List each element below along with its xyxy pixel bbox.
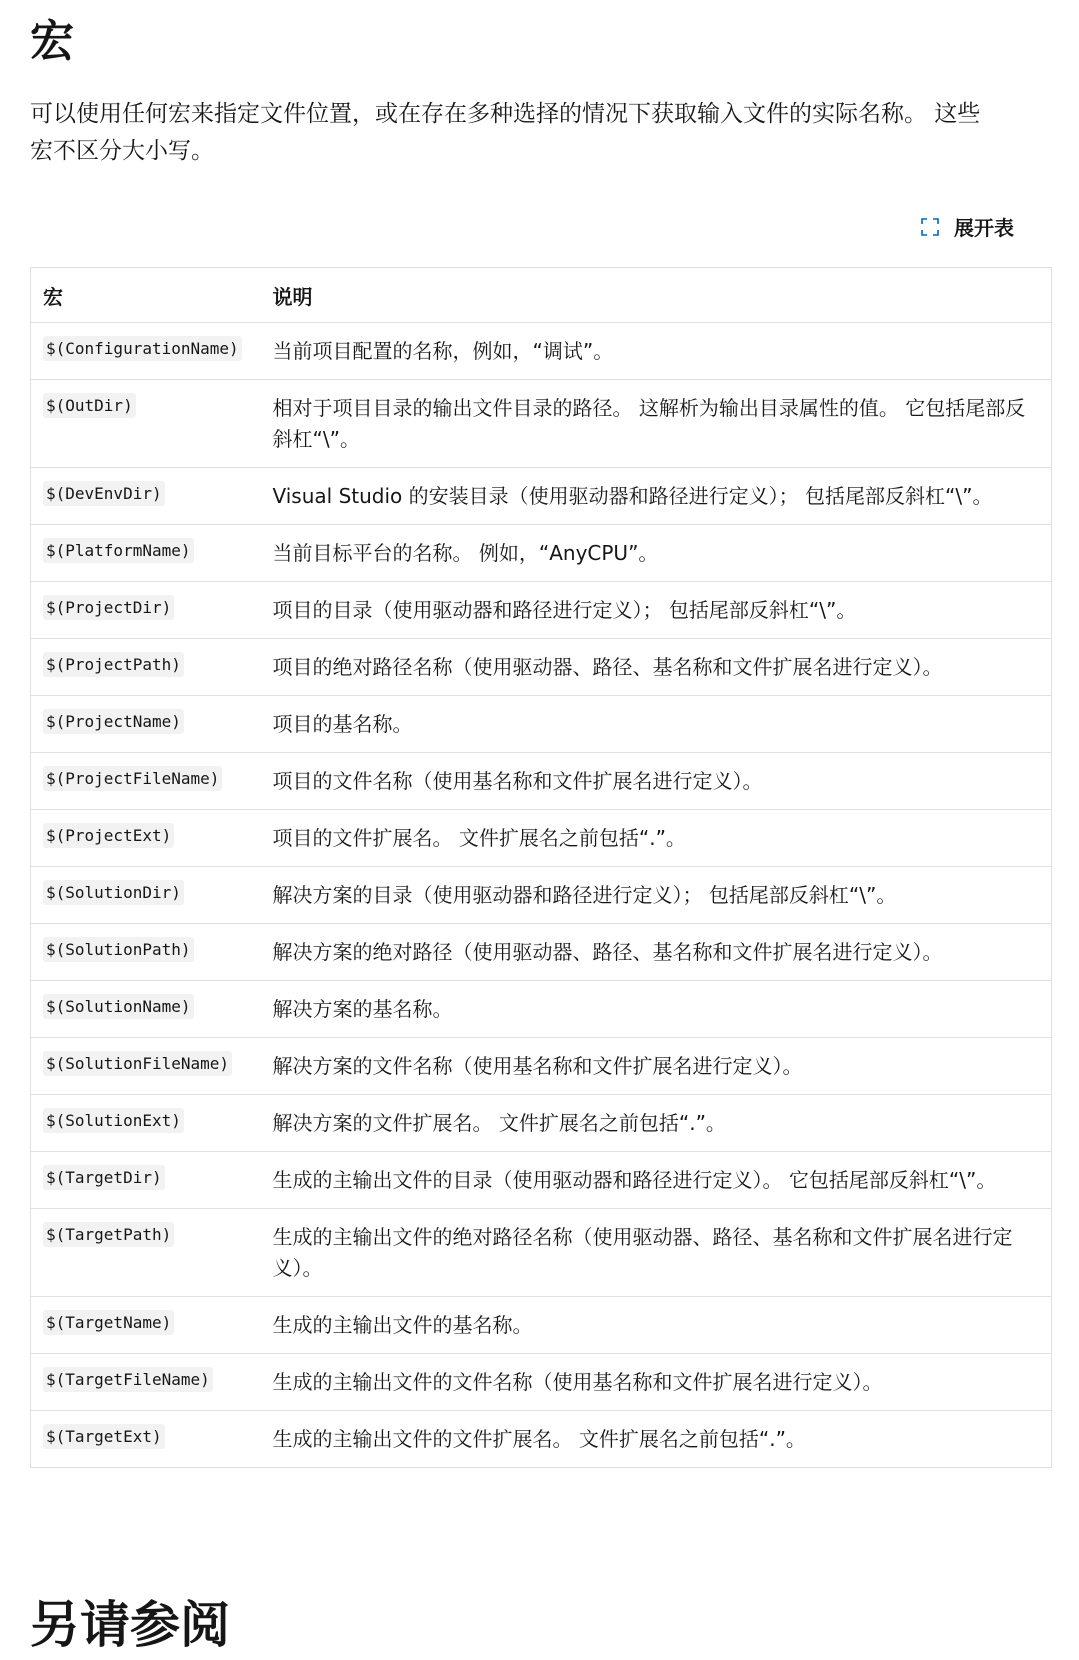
macro-description: 相对于项目目录的输出文件目录的路径。 这解析为输出目录属性的值。 它包括尾部反斜杠“\”。 [261,380,1052,468]
macro-cell [31,323,261,380]
macro-cell [31,810,261,867]
table-row [31,981,1052,1038]
macro-cell [31,867,261,924]
macro-cell [31,924,261,981]
header-macro: 宏 [31,268,261,323]
table-row [31,525,1052,582]
macro-description: 项目的绝对路径名称（使用驱动器、路径、基名称和文件扩展名进行定义）。 [261,639,1052,696]
macro-cell [31,1152,261,1209]
macro-code: $(PlatformName) [43,538,194,563]
macro-cell [31,468,261,525]
macro-cell [31,1095,261,1152]
macro-description: 解决方案的文件名称（使用基名称和文件扩展名进行定义）。 [261,1038,1052,1095]
intro-paragraph: 可以使用任何宏来指定文件位置，或在存在多种选择的情况下获取输入文件的实际名称。 这些宏不区分大小写。 [30,101,981,164]
table-row [31,753,1052,810]
macro-description: 当前目标平台的名称。 例如，“AnyCPU”。 [261,525,1052,582]
macro-code: $(ProjectExt) [43,823,174,848]
macro-code: $(SolutionPath) [43,937,194,962]
macro-cell [31,753,261,810]
macro-code: $(OutDir) [43,393,136,418]
macro-description: 生成的主输出文件的基名称。 [261,1297,1052,1354]
macro-description: 生成的主输出文件的文件扩展名。 文件扩展名之前包括“.”。 [261,1411,1052,1468]
macro-code: $(TargetFileName) [43,1367,213,1392]
table-row [31,323,1052,380]
macro-description: 解决方案的绝对路径（使用驱动器、路径、基名称和文件扩展名进行定义）。 [261,924,1052,981]
macro-code: $(ProjectName) [43,709,184,734]
macro-cell [31,582,261,639]
macros-table [30,267,1052,1468]
macro-cell [31,981,261,1038]
macro-description: 解决方案的基名称。 [261,981,1052,1038]
macro-code: $(ProjectPath) [43,652,184,677]
macro-description: 解决方案的目录（使用驱动器和路径进行定义）； 包括尾部反斜杠“\”。 [261,867,1052,924]
table-row [31,1152,1052,1209]
macro-description: 项目的文件扩展名。 文件扩展名之前包括“.”。 [261,810,1052,867]
macro-description: 生成的主输出文件的目录（使用驱动器和路径进行定义）。 它包括尾部反斜杠“\”。 [261,1152,1052,1209]
macro-cell [31,1209,261,1297]
macro-code: $(TargetExt) [43,1424,165,1449]
macro-cell [31,380,261,468]
macro-description: 项目的文件名称（使用基名称和文件扩展名进行定义）。 [261,753,1052,810]
macro-description: 生成的主输出文件的绝对路径名称（使用驱动器、路径、基名称和文件扩展名进行定义）。 [261,1209,1052,1297]
macro-description: 生成的主输出文件的文件名称（使用基名称和文件扩展名进行定义）。 [261,1354,1052,1411]
table-row [31,1095,1052,1152]
table-row [31,1038,1052,1095]
table-row [31,1209,1052,1297]
macro-cell [31,525,261,582]
table-row [31,1297,1052,1354]
table-row [31,582,1052,639]
macro-code: $(SolutionName) [43,994,194,1019]
macro-code: $(DevEnvDir) [43,481,165,506]
macro-cell [31,639,261,696]
macro-code: $(TargetName) [43,1310,174,1335]
table-row [31,468,1052,525]
macro-cell [31,1411,261,1468]
see-also-heading: 另请参阅 [30,1596,230,1654]
macro-code: $(ConfigurationName) [43,336,242,361]
table-body [31,323,1052,1468]
macro-cell [31,1297,261,1354]
macro-code: $(ProjectFileName) [43,766,222,791]
table-row [31,639,1052,696]
table-row [31,924,1052,981]
macro-cell [31,1354,261,1411]
macro-description: 当前项目配置的名称，例如，“调试”。 [261,323,1052,380]
expand-table-label: 展开表 [954,216,1014,240]
macro-cell [31,696,261,753]
table-row [31,1411,1052,1468]
macro-code: $(SolutionFileName) [43,1051,232,1076]
macro-code: $(TargetDir) [43,1165,165,1190]
macro-code: $(ProjectDir) [43,595,174,620]
macro-code: $(SolutionDir) [43,880,184,905]
table-row [31,1354,1052,1411]
macro-description: 解决方案的文件扩展名。 文件扩展名之前包括“.”。 [261,1095,1052,1152]
macro-code: $(TargetPath) [43,1222,174,1247]
table-row [31,810,1052,867]
table-row [31,696,1052,753]
expand-corners-icon [920,217,940,237]
expand-table-button[interactable] [920,212,1014,241]
table-row [31,867,1052,924]
macro-description: Visual Studio 的安装目录（使用驱动器和路径进行定义）； 包括尾部反斜杠“\”。 [261,468,1052,525]
macro-cell [31,1038,261,1095]
header-description: 说明 [261,268,1052,323]
table-row [31,380,1052,468]
macro-code: $(SolutionExt) [43,1108,184,1133]
macro-description: 项目的基名称。 [261,696,1052,753]
section-title: 宏 [30,16,74,67]
macro-description: 项目的目录（使用驱动器和路径进行定义）； 包括尾部反斜杠“\”。 [261,582,1052,639]
table-header-row [31,268,1052,323]
